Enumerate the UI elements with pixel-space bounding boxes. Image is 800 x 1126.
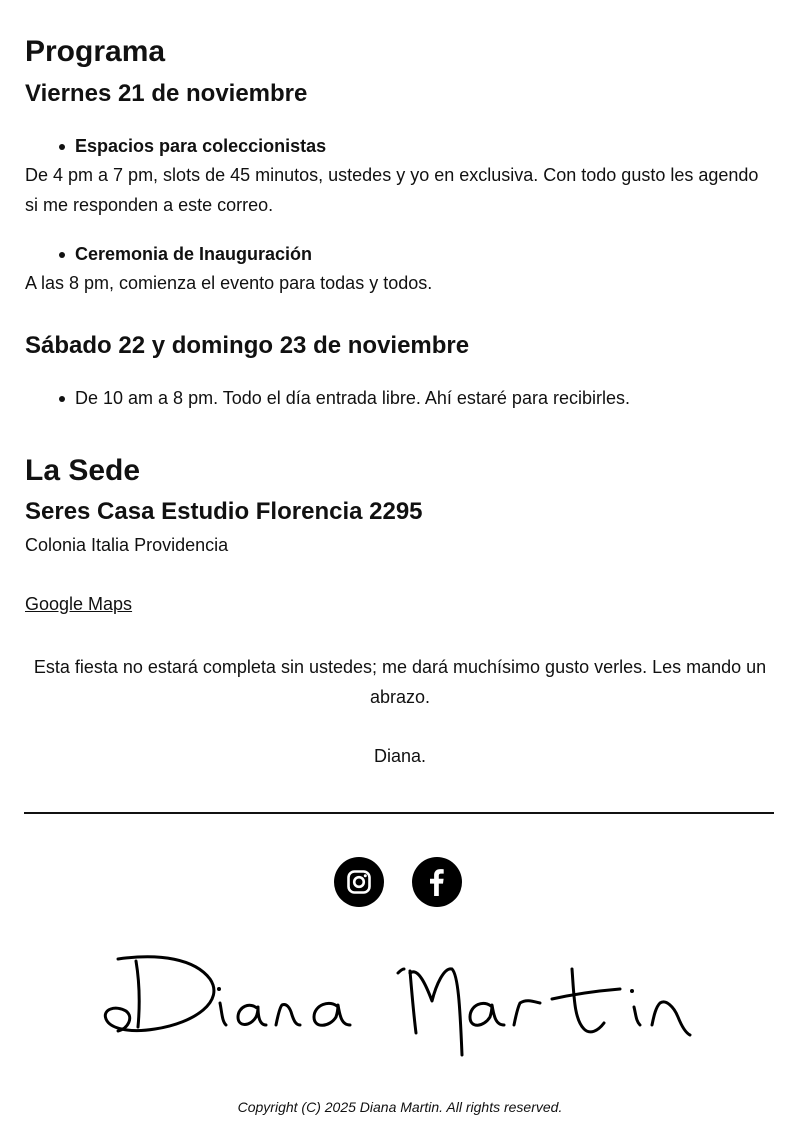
footer-divider (24, 812, 774, 814)
weekend-item: De 10 am a 8 pm. Todo el día entrada libre. Ahí estaré para recibirles. (25, 384, 630, 412)
ceremony-item-title: Ceremonia de Inauguración (25, 240, 312, 268)
sign-off: Diana. (373, 746, 427, 766)
collectors-item-title: Espacios para coleccionistas (25, 132, 326, 160)
ceremony-item-text: A las 8 pm, comienza el evento para todas y todos. (25, 273, 433, 293)
instagram-icon (346, 869, 372, 895)
signature-image (100, 945, 700, 1065)
facebook-button[interactable] (412, 857, 462, 907)
weekend-heading: Sábado 22 y domingo 23 de noviembre (25, 332, 470, 359)
instagram-button[interactable] (334, 857, 384, 907)
venue-name: Seres Casa Estudio Florencia 2295 (25, 498, 423, 525)
venue-neighborhood: Colonia Italia Providencia (25, 535, 229, 555)
google-maps-link[interactable]: Google Maps (25, 594, 133, 614)
facebook-icon (424, 867, 450, 897)
collectors-item-text: De 4 pm a 7 pm, slots de 45 minutos, ustedes y yo en exclusiva. Con todo gusto les agendo si me responden a este correo. (25, 165, 759, 215)
copyright-text: Copyright (C) 2025 Diana Martin. All rights reserved. (237, 1099, 563, 1115)
sede-heading: La Sede (25, 454, 141, 487)
friday-heading: Viernes 21 de noviembre (25, 80, 308, 107)
closing-message: Esta fiesta no estará completa sin ustedes; me dará muchísimo gusto verles. Les mando un abrazo. (33, 657, 767, 707)
programa-heading: Programa (25, 35, 166, 68)
